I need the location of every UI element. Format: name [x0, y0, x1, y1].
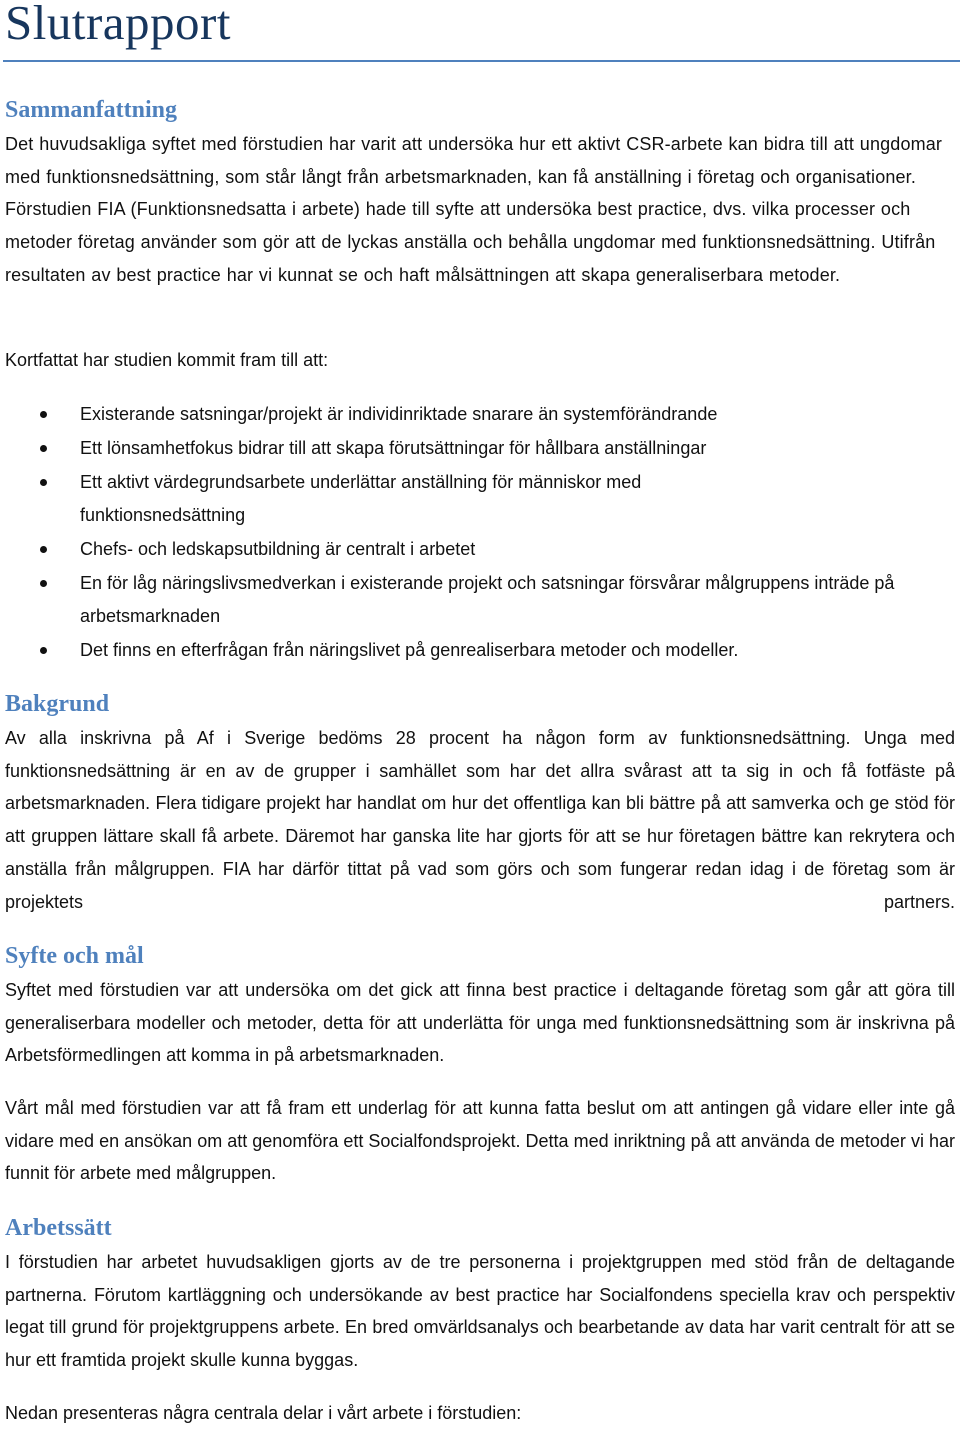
list-item	[0, 466, 780, 532]
heading-sammanfattning: Sammanfattning	[5, 97, 178, 123]
heading-arbetssatt: Arbetssätt	[5, 1215, 112, 1241]
list-item-text: Existerande satsningar/projekt är individinriktade snarare än systemförändrande	[80, 404, 718, 424]
goal-paragraph: Vårt mål med förstudien var att få fram ett underlag för att kunna fatta beslut om att antingen gå vidare eller inte gå vidare med en ansökan om att genomföra ett Socialfondsprojekt. Detta med inriktning på att använda de metoder vi har funnit för arbete med målgruppen.	[5, 1098, 955, 1184]
heading-syfte-och-mal: Syfte och mål	[5, 943, 144, 969]
heading-bakgrund: Bakgrund	[5, 691, 110, 717]
summary-paragraph: Det huvudsakliga syftet med förstudien har varit att undersöka hur ett aktivt CSR-arbete kan bidra till att ungdomar med funktionsnedsättning, som står långt från arbetsmarknaden, kan få anställning i företag och organisationer. Förstudien FIA (Funktionsnedsatta i arbete) hade till syfte att undersöka best practice, dvs. vilka processer och metoder företag använder som gör att de lyckas anställa och behålla ungdomar med funktionsnedsättning. Utifrån resultaten av best practice har vi kunnat se och haft målsättningen att skapa generaliserbara metoder.	[5, 134, 943, 285]
list-item-text: Chefs- och ledskapsutbildning är centralt i arbetet	[80, 539, 476, 559]
bullet-icon	[40, 411, 47, 418]
bullet-icon	[40, 580, 47, 587]
bullet-icon	[40, 479, 47, 486]
list-item	[0, 567, 940, 633]
list-item-text: En för låg näringslivsmedverkan i existerande projekt och satsningar försvårar målgruppens inträde på arbetsmarknaden	[80, 573, 895, 626]
background-paragraph: Av alla inskrivna på Af i Sverige bedöms 28 procent ha någon form av funktionsnedsättning. Unga med funktionsnedsättning är en av de grupper i samhället som har det allra svårast att ta sig in och få fotfäste på arbetsmarknaden. Flera tidigare projekt har handlat om hur det offentliga kan bli bättre på att samverka och ge stöd för att gruppen lättare skall få arbete. Däremot har ganska lite har gjorts för att se hur företagen bättre kan rekrytera och anställa från målgruppen. FIA har därför tittat på vad som görs och som fungerar redan idag i de företag som är projektets partners.	[5, 728, 955, 912]
list-item-text: Ett aktivt värdegrundsarbete underlättar anställning för människor med funktionsnedsättning	[80, 472, 642, 525]
list-item-text: Ett lönsamhetfokus bidrar till att skapa förutsättningar för hållbara anställningar	[80, 438, 707, 458]
bullet-icon	[40, 647, 47, 654]
method-paragraph: I förstudien har arbetet huvudsakligen gjorts av de tre personerna i projektgruppen med stöd från de deltagande partnerna. Förutom kartläggning och undersökande av best practice har Socialfondens speciella krav och perspektiv legat till grund för projektgruppens arbete. En bred omvärldsanalys och bearbetande av data har varit centralt för att se hur ett framtida projekt skulle kunna byggas.	[5, 1252, 955, 1371]
list-item	[0, 634, 940, 667]
list-item	[0, 432, 940, 465]
findings-lead: Kortfattat har studien kommit fram till att:	[5, 350, 329, 370]
purpose-paragraph: Syftet med förstudien var att undersöka om det gick att finna best practice i deltagande företag som går att göra till generaliserbara modeller och metoder, detta för att underlätta för unga med funktionsnedsättning som är inskrivna på Arbetsförmedlingen att komma in på arbetsmarknaden.	[5, 980, 955, 1066]
list-item-text: Det finns en efterfrågan från näringslivet på genrealiserbara metoder och modeller.	[80, 640, 739, 660]
bullet-icon	[40, 546, 47, 553]
title-underline	[3, 60, 960, 62]
document-title: Slutrapport	[5, 0, 231, 50]
list-item	[0, 398, 940, 431]
bullet-icon	[40, 445, 47, 452]
method-closing: Nedan presenteras några centrala delar i vårt arbete i förstudien:	[5, 1403, 522, 1423]
list-item	[0, 533, 940, 566]
findings-list	[0, 398, 960, 667]
